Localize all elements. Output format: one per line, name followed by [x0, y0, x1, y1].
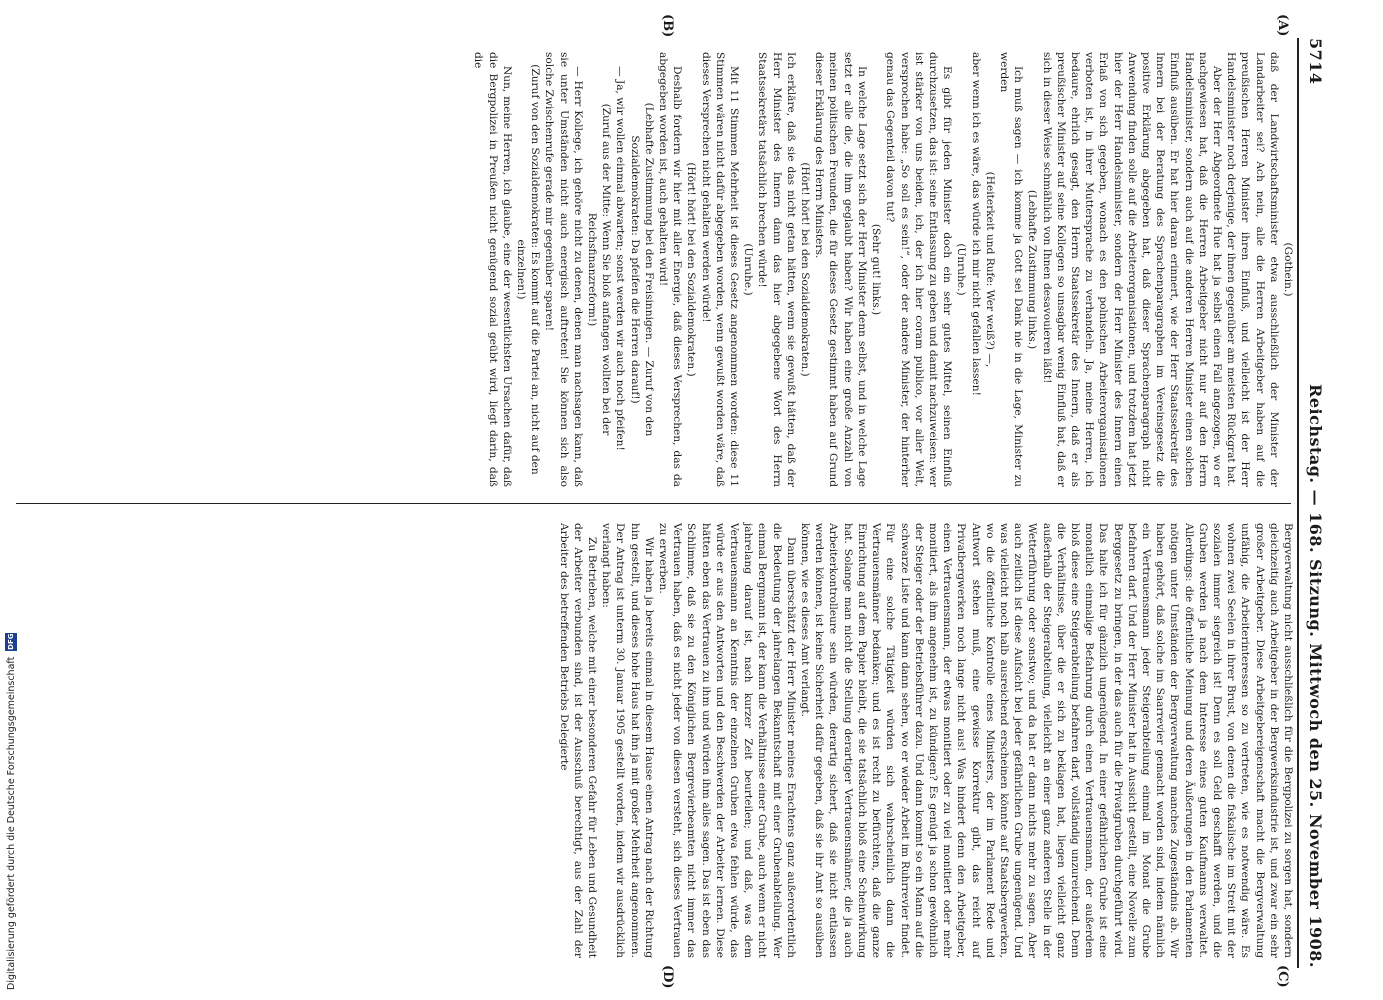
paragraph: In welche Lage setzt sich der Herr Minister denn selbst, und in welche Lage setzt er alle die, die ihm geglaubt haben? Wir haben eine große Anzahl von meinen politischen Freunden, die für dieses Gesetz gestimmt haben auf Grund dieser Erklärung des Herrn Ministers.	[813, 52, 868, 487]
dfg-logo-icon: DFG	[7, 633, 15, 650]
page-number: 5714	[1306, 38, 1325, 85]
paragraph: aber wenn ich es wäre, das würde ich mir nicht gefallen lassen!	[969, 52, 982, 396]
left-column	[471, 52, 1295, 487]
paragraph: — Ja, wir wollen einmal abwarten; sonst werden wir auch noch pfeifen!	[614, 66, 627, 451]
paragraph: Aber der Herr Abgeordnete Hue hat ja selbst einen Fall angezogen, wo er nachgewiesen hat, daß die Herren Arbeitgeber nicht nur auf den Herrn Handelsminister, sondern auch auf die anderen Herren Minister einen solchen Einfluß ausüben. Er hat hier daran erinnert, wie der Herr Staatssekretär des Innern bei der Beratung des Sprachenparagraphen im Vereinsgesetz die positive Erklärung abgegeben hat, daß dieser Sprachenparagraph nicht Anwendung finden solle auf die Arbeiterorganisationen, und trotzdem hat jetzt hier der Herr Handelsminister, sondern der Herr Minister des Innern einen Erlaß von sich gegeben, wonach es den polnischen Arbeiterorganisationen verboten ist, in ihrer Muttersprache zu verhandeln. Ja, meine Herren, ich bedaure, ehrlich gesagt, den Herrn Staatssekretär des Innern, daß er als preußischer Minister auf seine Kollegen so unsagbar wenig Einfluß hat, daß er sich in dieser Weise schmählich von Ihnen desavouieren läßt!	[1040, 52, 1223, 487]
digitization-credit	[5, 633, 17, 990]
margin-letter-b: (B)	[660, 14, 675, 38]
paragraph: daß der Landwirtschaftsminister etwa ausschließlich der Minister der Landarbeiter sei? Ach nein, alle die Herren Arbeitgeber haben auf die preußischen Herren Minister ihren Einfluß, und vielleicht ist der Herr Handelsminister noch derjenige, der ihnen gegenüber am meisten Rückgrat hat.	[1225, 52, 1280, 487]
interjection: (Zuruf aus der Mitte: Wenn Sie bloß anfangen wollten bei der Reichsfinanzreform!)	[586, 103, 613, 436]
running-title: Reichstag. — 168. Sitzung. Mittwoch den 25. November 1908.	[1306, 384, 1325, 968]
credit-text: Digitalisierung gefördert durch die Deutsche Forschungsgemeinschaft	[5, 656, 17, 990]
document-page	[10, 0, 1335, 1000]
header-rule	[1297, 38, 1299, 968]
margin-letter-c: (C)	[1275, 965, 1290, 988]
paragraph: Wir haben ja bereits einmal in diesem Hause einen Antrag nach der Richtung hin gestellt, und dieses hohe Haus hat ihn ja mit großer Mehrheit angenommen. Der Antrag ist unterm 30. Januar 1905 gestellt worden, indem wir ausdrücklich verlangt haben:	[600, 523, 655, 958]
interjection: (Lebhafte Zustimmung links.)	[1026, 189, 1039, 350]
column-divider	[16, 503, 1291, 504]
paragraph: Deshalb fordern wir hier mit aller Energie, daß dieses Versprechen, das da abgegeben worden ist, auch gehalten wird!	[657, 52, 684, 487]
paragraph: — Herr Kollege, ich gehöre nicht zu denen, denen man nachsagen kann, daß sie unter Umständen nicht auch energisch auftreten! Sie können sich also solche Zwischenrufe gerade mir gegenüber sparen!	[543, 52, 584, 487]
interjection: (Zuruf von den Sozialdemokraten: Es kommt auf die Partei an, nicht auf den einzelnen!)	[515, 64, 542, 475]
margin-letter-a: (A)	[1275, 14, 1290, 37]
margin-letter-d: (D)	[660, 965, 675, 989]
interjection: (Sehr gut! links.)	[870, 223, 883, 316]
paragraph: Ich erkläre, daß sie das nicht getan hätten, wenn sie gewußt hätten, daß der Herr Minister des Innern dann das hier abgegebene Wort des Herrn Staatssekretärs tatsächlich brechen würde!	[756, 52, 797, 487]
interjection: (Hört! hört! bei den Sozialdemokraten.)	[799, 162, 812, 377]
paragraph: Ich muß sagen — ich komme ja Gott sei Dank nie in die Lage, Minister zu werden	[997, 52, 1025, 487]
paragraph: Es gibt für jeden Minister doch ein sehr gutes Mittel, seinen Einfluß durchzusetzen, das ist: seine Entlassung zu geben und damit nachzuweisen: wer ist stärker von uns beiden, ich, der ich hier coram publico, vor aller Welt, versprochen habe: „So soll es sein!“, oder der andere Minister, der hinterher genau das Gegenteil davon tut?	[884, 52, 954, 487]
paragraph: Nun, meine Herren, ich glaube, eine der wesentlichsten Ursachen dafür, daß die Bergpolizei in Preußen nicht genügend sozial geübt wird, liegt darin, daß die	[472, 52, 513, 487]
interjection: (Unruhe.)	[955, 243, 968, 296]
right-column	[556, 523, 1295, 958]
paragraph: Dann überschätzt der Herr Minister meines Erachtens ganz außerordentlich die Bedeutung der jahrelangen Bekanntschaft mit einer Grubenabteilung. Wer einmal Bergmann ist, der kann die Verhältnisse einer Grube, auch wenn er nicht jahrelang darauf ist, nach kurzer Zeit beurteilen; und daß, was dem Vertrauensmann an Kenntnis der einzelnen Gruben etwa fehlen würde, das würde er aus den Antworten und den Beschwerden der Arbeiter lernen. Diese hätten eben das Vertrauen zu ihm und würden ihm alles sagen. Das ist eben das Schlimme, daß sie zu den Königlichen Bergrevierbeamten nicht immer das Vertrauen haben, daß es nicht jeder von diesen versteht, sich dieses Vertrauen zu erwerben.	[657, 523, 797, 958]
speaker-label: (Gothein.)	[1282, 242, 1294, 297]
page-header	[1301, 38, 1325, 968]
quoted-paragraph: Zu Betrieben, welche mit einer besonderen Gefahr für Leben und Gesundheit der Arbeiter verbunden sind, ist der Ausschuß berechtigt, aus der Zahl der Arbeiter des betreffenden Betriebs Delegierte	[557, 523, 599, 958]
paragraph: Bergverwaltung nicht ausschließlich für die Bergpolizei zu sorgen hat, sondern gleichzeitig auch Arbeitgeber in der Bergwerksindustrie ist, und zwar ein sehr großer Arbeitgeber. Diese Arbeitgebereigenschaft macht die Bergverwaltung unfähig, die Arbeiterinteressen so zu vertreten, wie es notwendig wäre. Es wohnen zwei Seelen in ihrer Brust, von denen die fiskalische im Streit mit der sozialen immer siegreich ist! Denn es soll Geld geschafft werden, und die Gruben werden ja nach dem Interesse eines guten Kaufmanns verwaltet. Allerdings: die öffentliche Meinung und deren Äußerungen in den Parlamenten nötigen unter Umständen der Bergverwaltung manches Zugeständnis ab. Wir haben gehört, daß solche im Saarrevier gemacht worden sind, indem nämlich ein Vertrauensmann jeder Steigerabteilung einmal im Monat die Grube befahren darf. Und der Herr Minister hat in Aussicht gestellt, eine Novelle zum Berggesetz zu bringen, in der das auch für die Privatgruben durchgeführt wird. Das halte ich für gänzlich ungenügend. In einer gefährlichen Grube ist eine monatlich einmalige Befahrung durch einen Vertrauensmann, der außerdem bloß diese eine Steigerabteilung befahren darf, vollständig unzureichend. Denn die Verhältnisse, über die er sich zu beklagen hat, liegen vielleicht ganz außerhalb der Steigerabteilung, vielleicht an einer ganz anderen Stelle in der Wetterführung oder sonstwo; und da hat er dann nichts mehr zu sagen. Aber auch zeitlich ist diese Aufsicht bei jeder gefährlichen Grube ungenügend. Und was vielleicht noch halb ausreichend erscheinen könnte auf Staatsbergwerken, wo die öffentliche Kontrolle eines Ministers, der im Parlament Rede und Antwort stehen muß, eine gewisse Korrektur gibt, das reicht auf Privatbergwerken noch lange nicht aus! Was hindert denn den Arbeitgeber, einen Vertrauensmann, der etwas monitiert oder zu viel monitiert oder mehr monitiert, als ihm angenehm ist, zu kündigen? Es genügt ja schon gewöhnlich der Steiger oder der Betriebsführer dazu. Und dann kommt so ein Mann auf die schwarze Liste und kann dann sehen, wo er wieder Arbeit im Ruhrrevier findet. Für eine solche Tätigkeit würden sich wahrscheinlich dann die Vertrauensmänner bedanken; und es ist recht zu befürchten, daß die ganze Einrichtung auf dem Papier bleibt, die sie tatsächlich bloß eine Scheinwirkung hat. Solange man nicht die Stellung derartiger Vertrauensmänner, die ja auch Arbeiterkontrolleure sein würden, derartig sichert, daß sie nicht entlassen werden können, ist keine Sicherheit dafür gegeben, daß sie ihr Amt so ausüben können, wie es dieses Amt verlangt.	[799, 523, 1294, 958]
interjection: (Heiterkeit und Rufe: Wer weiß?) —,	[983, 171, 996, 368]
interjection: (Hört! hört! bei den Sozialdemokraten.)	[685, 162, 698, 377]
interjection: (Unruhe.)	[742, 243, 755, 296]
paragraph: Mit 11 Stimmen Mehrheit ist dieses Gesetz angenommen worden: diese 11 Stimmen wären nicht dafür abgegeben worden, wenn gewußt worden wäre, daß dieses Versprechen nicht gehalten werden würde!	[699, 52, 741, 487]
interjection: (Lebhafte Zustimmung bei den Freisinnigen. — Zuruf von den Sozialdemokraten: Da pfeifen die Herren darauf!)	[628, 102, 655, 437]
